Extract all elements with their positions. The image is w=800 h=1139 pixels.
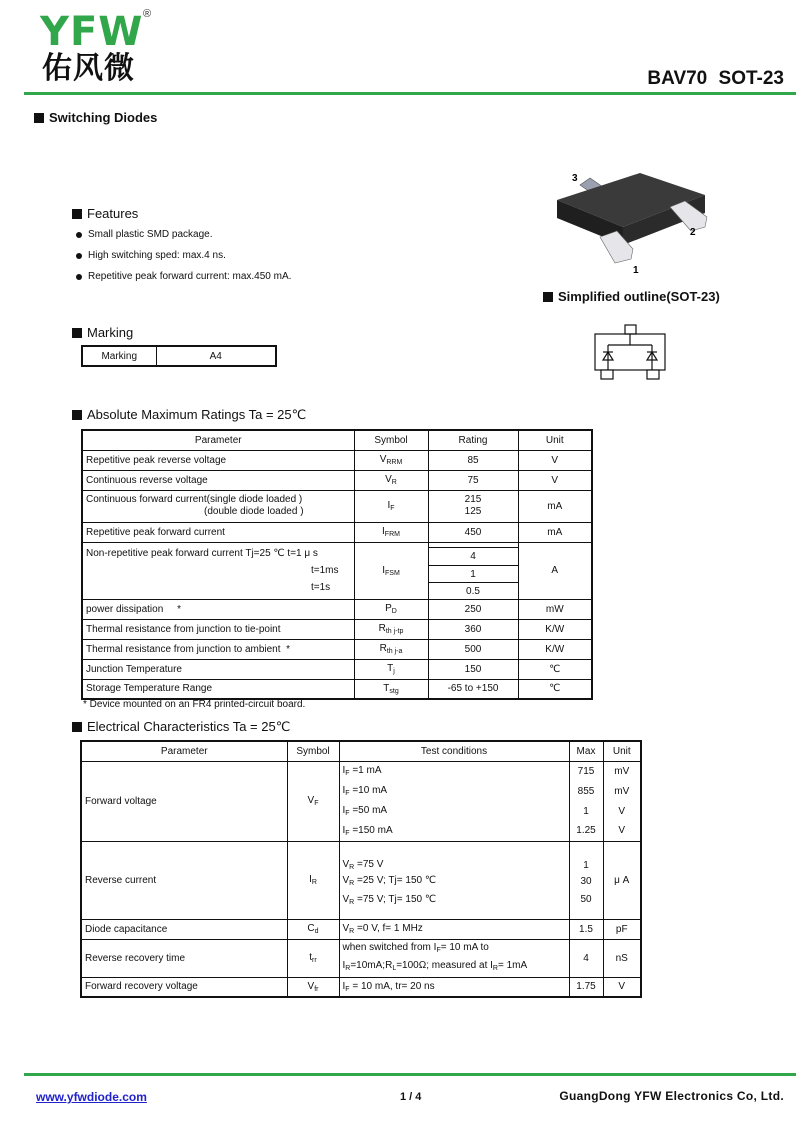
table-row: $I_F =10$ mA 855 mV (81, 781, 641, 801)
marking-heading: Marking (72, 325, 133, 340)
table-row: Storage Temperature Range $T_{stg}$ -65 to +150 ℃ (82, 679, 592, 699)
table-row: Continuous reverse voltage $V_R$ 75 V (82, 470, 592, 490)
category-label: Switching Diodes (49, 110, 158, 125)
table-row: $V_R =25$ V; Tj= 150 ℃ 30 (81, 871, 641, 891)
table-row: $I_F =50$ mA 1 V (81, 801, 641, 821)
table-row: Repetitive peak reverse voltage $V_{RRM}$ 85 V (82, 450, 592, 470)
marking-table (81, 345, 277, 367)
square-bullet-icon (34, 113, 44, 123)
square-bullet-icon (72, 328, 82, 338)
registered-mark: ® (143, 8, 152, 20)
diode-schematic-symbol (590, 323, 670, 381)
square-bullet-icon (543, 292, 553, 302)
table-row: Forward recovery voltage $V_{fr}$ $I_F = 10$ mA, tr= 20 ns 1.75 V (81, 977, 641, 997)
features-title: Features (87, 206, 139, 221)
table-row: Forward voltage $V_F$ $I_F =1$ mA 715 mV (81, 761, 641, 781)
abs-max-footnote: * Device mounted on an FR4 printed-circuit board. (83, 699, 306, 710)
table-row: Reverse recovery time $t_{rr}$ when switched from $I_F= 10$ mA to $I_R=10mA;R_L=100\Omega$; measured at $I_R= 1mA$ 4 nS (81, 939, 641, 977)
abs-max-heading: Absolute Maximum Ratings Ta = 25℃ (72, 407, 306, 423)
company-name: GuangDong YFW Electronics Co, Ltd. (559, 1089, 784, 1103)
category-heading (34, 110, 157, 125)
square-bullet-icon (72, 410, 82, 420)
table-row: Diode capacitance $C_d$ $V_R =0$ V, f= 1 MHz 1.5 pF (81, 919, 641, 939)
table-row: Continuous forward current(single diode loaded ) (double diode loaded ) $I_F$ 215 125 mA (82, 490, 592, 522)
logo-yfw: YFW (40, 9, 144, 55)
feature-item: High switching sped: max.4 ns. (76, 250, 226, 261)
feature-item: Small plastic SMD package. (76, 229, 213, 240)
table-row: Junction Temperature $T_j$ 150 ℃ (82, 659, 592, 679)
elec-table (80, 740, 642, 998)
website-link[interactable]: www.yfwdiode.com (36, 1090, 147, 1104)
part-title: BAV70 SOT-23 (647, 68, 784, 89)
abs-max-table (81, 429, 593, 700)
logo-chinese: 佑风微 (42, 51, 135, 86)
outline-caption: Simplified outline(SOT-23) (543, 289, 720, 304)
feature-item: Repetitive peak forward current: max.450 mA. (76, 271, 291, 282)
elec-heading: Electrical Characteristics Ta = 25℃ (72, 719, 290, 735)
footer-divider (24, 1073, 796, 1076)
table-row: Thermal resistance from junction to tie-point $R_{th j-tp}$ 360 K/W (82, 619, 592, 639)
bullet-dot-icon (76, 232, 82, 238)
table-header-row: Parameter Symbol Test conditions Max Unit (81, 741, 641, 761)
marking-value-cell: A4 (156, 346, 276, 366)
table-header-row: Parameter Symbol Rating Unit (82, 430, 592, 450)
table-row: $I_F =150$ mA 1.25 V (81, 821, 641, 841)
bullet-dot-icon (76, 274, 82, 280)
table-row: Thermal resistance from junction to ambient * $R_{th j-a}$ 500 K/W (82, 639, 592, 659)
pin-label: 1 (633, 265, 639, 276)
marking-label-cell: Marking (82, 346, 156, 366)
table-row: $V_R =75$ V; Tj= 150 ℃ 50 (81, 891, 641, 919)
page-number: 1 / 4 (400, 1091, 422, 1103)
bullet-dot-icon (76, 253, 82, 259)
table-row: power dissipation * $P_D$ 250 mW (82, 599, 592, 619)
table-row: Reverse current $I_R$ $V_R =75$ V 1 μ A (81, 841, 641, 871)
header-divider (24, 92, 796, 95)
features-heading (72, 206, 138, 221)
square-bullet-icon (72, 209, 82, 219)
square-bullet-icon (72, 722, 82, 732)
sot23-package-image (545, 165, 725, 280)
pin-label: 2 (690, 227, 696, 238)
table-row: Non-repetitive peak forward current Tj=25 ℃ t=1 μ s t=1ms t=1s $I_{FSM}$ 4 1 0.5 A (82, 542, 592, 599)
table-row: Repetitive peak forward current $I_{FRM}$ 450 mA (82, 522, 592, 542)
pin-label: 3 (572, 173, 578, 184)
